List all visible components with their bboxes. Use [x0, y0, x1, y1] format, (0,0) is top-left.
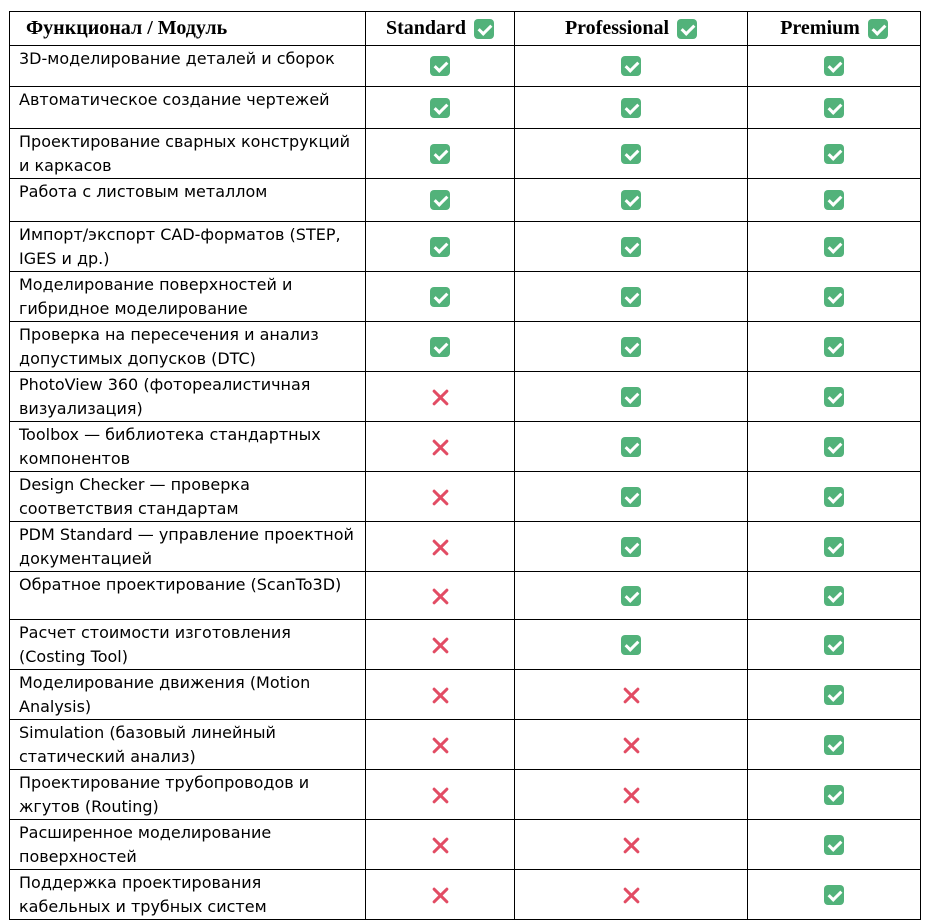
cell-professional	[515, 472, 748, 522]
cell-professional	[515, 670, 748, 720]
check-icon	[621, 586, 641, 606]
check-icon	[621, 537, 641, 557]
check-icon	[621, 56, 641, 76]
check-icon	[824, 735, 844, 755]
table-row	[10, 720, 921, 770]
cell-premium	[748, 770, 921, 820]
check-icon	[824, 190, 844, 210]
table-row	[10, 222, 921, 272]
feature-comparison-table	[9, 11, 921, 920]
header-professional: Professional	[515, 12, 748, 46]
feature-name: Проверка на пересечения и анализ допустимых допусков (DTC)	[10, 322, 366, 372]
cell-premium	[748, 222, 921, 272]
table-row	[10, 272, 921, 322]
table-row	[10, 670, 921, 720]
cell-professional	[515, 422, 748, 472]
feature-name: Поддержка проектирования кабельных и трубных систем	[10, 870, 366, 920]
cell-premium	[748, 522, 921, 572]
header-feature: Функционал / Модуль	[10, 12, 366, 46]
cell-premium	[748, 472, 921, 522]
check-icon	[621, 387, 641, 407]
check-icon	[474, 19, 494, 39]
cell-standard	[366, 422, 515, 472]
cell-standard	[366, 322, 515, 372]
table-row	[10, 472, 921, 522]
feature-name: Toolbox — библиотека стандартных компонентов	[10, 422, 366, 472]
header-standard: Standard	[366, 12, 515, 46]
table-row	[10, 322, 921, 372]
cell-premium	[748, 46, 921, 87]
check-icon	[824, 98, 844, 118]
table-row	[10, 129, 921, 179]
check-icon	[621, 635, 641, 655]
cell-standard	[366, 770, 515, 820]
cell-premium	[748, 670, 921, 720]
cell-professional	[515, 322, 748, 372]
cell-premium	[748, 820, 921, 870]
cell-standard	[366, 222, 515, 272]
check-icon	[824, 387, 844, 407]
cell-premium	[748, 372, 921, 422]
cell-premium	[748, 87, 921, 129]
check-icon	[621, 437, 641, 457]
cell-professional	[515, 820, 748, 870]
check-icon	[824, 237, 844, 257]
feature-name: Автоматическое создание чертежей	[10, 87, 366, 129]
cell-premium	[748, 322, 921, 372]
check-icon	[824, 144, 844, 164]
feature-name: Моделирование поверхностей и гибридное моделирование	[10, 272, 366, 322]
cross-icon	[430, 835, 450, 855]
table-row	[10, 422, 921, 472]
cell-standard	[366, 179, 515, 222]
feature-name: PDM Standard — управление проектной документацией	[10, 522, 366, 572]
cell-professional	[515, 372, 748, 422]
check-icon	[824, 337, 844, 357]
cross-icon	[430, 785, 450, 805]
header-row	[10, 12, 921, 46]
cell-standard	[366, 129, 515, 179]
cell-standard	[366, 670, 515, 720]
cell-professional	[515, 87, 748, 129]
cross-icon	[430, 586, 450, 606]
check-icon	[824, 586, 844, 606]
check-icon	[824, 56, 844, 76]
check-icon	[621, 144, 641, 164]
check-icon	[430, 287, 450, 307]
table-row	[10, 372, 921, 422]
cell-professional	[515, 222, 748, 272]
check-icon	[621, 98, 641, 118]
table-row	[10, 820, 921, 870]
feature-name: Моделирование движения (Motion Analysis)	[10, 670, 366, 720]
cross-icon	[430, 635, 450, 655]
table-row	[10, 87, 921, 129]
feature-name: Импорт/экспорт CAD-форматов (STEP, IGES и др.)	[10, 222, 366, 272]
check-icon	[677, 19, 697, 39]
check-icon	[868, 19, 888, 39]
table-row	[10, 179, 921, 222]
check-icon	[430, 98, 450, 118]
check-icon	[824, 487, 844, 507]
cell-standard	[366, 522, 515, 572]
cross-icon	[430, 487, 450, 507]
cross-icon	[430, 685, 450, 705]
cell-professional	[515, 179, 748, 222]
check-icon	[824, 537, 844, 557]
check-icon	[621, 287, 641, 307]
cell-premium	[748, 620, 921, 670]
cell-professional	[515, 522, 748, 572]
feature-name: Расчет стоимости изготовления (Costing Tool)	[10, 620, 366, 670]
feature-name: Проектирование сварных конструкций и каркасов	[10, 129, 366, 179]
feature-name: Расширенное моделирование поверхностей	[10, 820, 366, 870]
check-icon	[824, 287, 844, 307]
check-icon	[621, 487, 641, 507]
cell-professional	[515, 572, 748, 620]
cell-premium	[748, 422, 921, 472]
cross-icon	[430, 387, 450, 407]
table-row	[10, 46, 921, 87]
cross-icon	[430, 537, 450, 557]
feature-name: Работа с листовым металлом	[10, 179, 366, 222]
cell-standard	[366, 620, 515, 670]
cell-standard	[366, 472, 515, 522]
cell-standard	[366, 572, 515, 620]
table-row	[10, 522, 921, 572]
check-icon	[621, 337, 641, 357]
cell-professional	[515, 46, 748, 87]
cell-standard	[366, 720, 515, 770]
cell-professional	[515, 720, 748, 770]
feature-name: Обратное проектирование (ScanTo3D)	[10, 572, 366, 620]
cell-professional	[515, 129, 748, 179]
check-icon	[824, 785, 844, 805]
check-icon	[430, 56, 450, 76]
cell-standard	[366, 87, 515, 129]
check-icon	[430, 337, 450, 357]
cell-premium	[748, 179, 921, 222]
check-icon	[824, 835, 844, 855]
cell-premium	[748, 720, 921, 770]
cell-standard	[366, 820, 515, 870]
check-icon	[824, 635, 844, 655]
cross-icon	[430, 735, 450, 755]
check-icon	[430, 237, 450, 257]
cell-standard	[366, 272, 515, 322]
check-icon	[430, 190, 450, 210]
check-icon	[621, 190, 641, 210]
cross-icon	[430, 437, 450, 457]
feature-name: Проектирование трубопроводов и жгутов (Routing)	[10, 770, 366, 820]
check-icon	[621, 237, 641, 257]
cell-standard	[366, 372, 515, 422]
check-icon	[430, 144, 450, 164]
cell-professional	[515, 620, 748, 670]
cell-premium	[748, 572, 921, 620]
table-row	[10, 770, 921, 820]
cross-icon	[621, 785, 641, 805]
check-icon	[824, 685, 844, 705]
cross-icon	[621, 835, 641, 855]
check-icon	[824, 437, 844, 457]
feature-name: PhotoView 360 (фотореалистичная визуализация)	[10, 372, 366, 422]
cell-professional	[515, 770, 748, 820]
cell-professional	[515, 272, 748, 322]
cross-icon	[621, 685, 641, 705]
table-row	[10, 572, 921, 620]
cell-premium	[748, 272, 921, 322]
feature-name: 3D-моделирование деталей и сборок	[10, 46, 366, 87]
feature-name: Simulation (базовый линейный статический анализ)	[10, 720, 366, 770]
table-row	[10, 620, 921, 670]
cross-icon	[621, 735, 641, 755]
cell-standard	[366, 46, 515, 87]
feature-name: Design Checker — проверка соответствия стандартам	[10, 472, 366, 522]
header-premium: Premium	[748, 12, 921, 46]
cell-premium	[748, 129, 921, 179]
